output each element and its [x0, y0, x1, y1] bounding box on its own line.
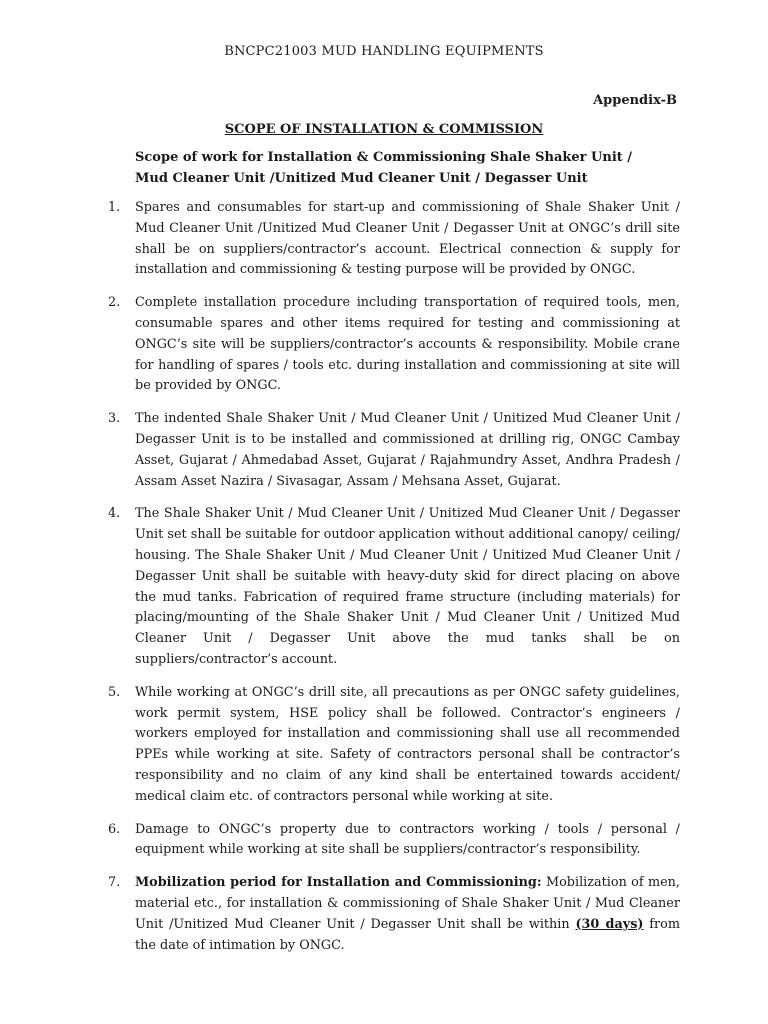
item-text: Complete installation procedure including transportation of required tools, men, consumable spares and other items required for testing and commissioning at ONGC’s site will be suppliers/contractor’s accounts & responsibility. Mobile crane for handling of spares / tools etc. during installation and commissioning at site will be provided by ONGC.: [135, 295, 680, 394]
item-emphasis: (30 days): [575, 916, 644, 932]
appendix-label: Appendix-B: [593, 93, 677, 108]
list-item: [108, 820, 680, 862]
item-number: 5.: [108, 684, 121, 700]
item-number: 7.: [108, 875, 121, 891]
list-item: [108, 293, 680, 397]
item-text: The Shale Shaker Unit / Mud Cleaner Unit / Unitized Mud Cleaner Unit / Degasser Unit set shall be suitable for outdoor application without additional canopy/ ceiling/ housing. The Shale Shaker Unit / Mud Cleaner Unit / Unitized Mud Cleaner Unit / Degasser Unit shall be suitable with heavy-duty skid for direct placing on above the mud tanks. Fabrication of required frame structure (including materials) for placing/mounting of the Shale Shaker Unit / Mud Cleaner Unit / Unitized Mud Cleaner Unit / Degasser Unit above the mud tanks shall be on suppliers/contractor’s account.: [135, 506, 680, 667]
list-item: [108, 683, 680, 808]
item-text: Spares and consumables for start-up and commissioning of Shale Shaker Unit / Mud Cleaner Unit /Unitized Mud Cleaner Unit / Degasser Unit at ONGC’s drill site shall be on suppliers/contractor’s account. Electrical connection & supply for installation and commissioning & testing purpose will be provided by ONGC.: [135, 200, 680, 278]
item-number: 2.: [108, 295, 121, 311]
list-item: [108, 873, 680, 956]
item-lead: Mobilization period for Installation and Commissioning:: [135, 875, 542, 891]
section-subtitle: Scope of work for Installation & Commissioning Shale Shaker Unit / Mud Cleaner Unit /Unitized Mud Cleaner Unit / Degasser Unit: [135, 150, 633, 186]
scope-item-list: [108, 198, 680, 968]
list-item: [108, 409, 680, 492]
item-text: Damage to ONGC’s property due to contractors working / tools / personal / equipment while working at site shall be suppliers/contractor’s responsibility.: [135, 821, 680, 858]
item-number: 3.: [108, 411, 121, 427]
item-number: 4.: [108, 506, 121, 522]
item-text: While working at ONGC’s drill site, all precautions as per ONGC safety guidelines, work permit system, HSE policy shall be followed. Contractor’s engineers / workers employed for installation and commissioning shall use all recommended PPEs while working at site. Safety of contractors personal shall be contractor’s responsibility and no claim of any kind shall be entertained towards accident/ medical claim etc. of contractors personal while working at site.: [135, 684, 680, 804]
list-item: [108, 198, 680, 281]
item-text: Mobilization of men, material etc., for installation & commissioning of Shale Shaker Unit / Mud Cleaner Unit /Unitized Mud Cleaner Unit / Degasser Unit shall be within: [135, 875, 680, 932]
list-item: [108, 504, 680, 670]
document-header: BNCPC21003 MUD HANDLING EQUIPMENTS: [224, 44, 544, 59]
item-tail: from the date of intimation by ONGC.: [135, 916, 680, 953]
item-number: 6.: [108, 821, 121, 837]
section-title: SCOPE OF INSTALLATION & COMMISSION: [224, 122, 544, 137]
item-number: 1.: [108, 200, 121, 215]
item-text: The indented Shale Shaker Unit / Mud Cleaner Unit / Unitized Mud Cleaner Unit / Degasser Unit is to be installed and commissioned at drilling rig, ONGC Cambay Asset, Gujarat / Ahmedabad Asset, Gujarat / Rajahmundry Asset, Andhra Pradesh / Assam Asset Nazira / Sivasagar, Assam / Mehsana Asset, Gujarat.: [135, 411, 680, 489]
